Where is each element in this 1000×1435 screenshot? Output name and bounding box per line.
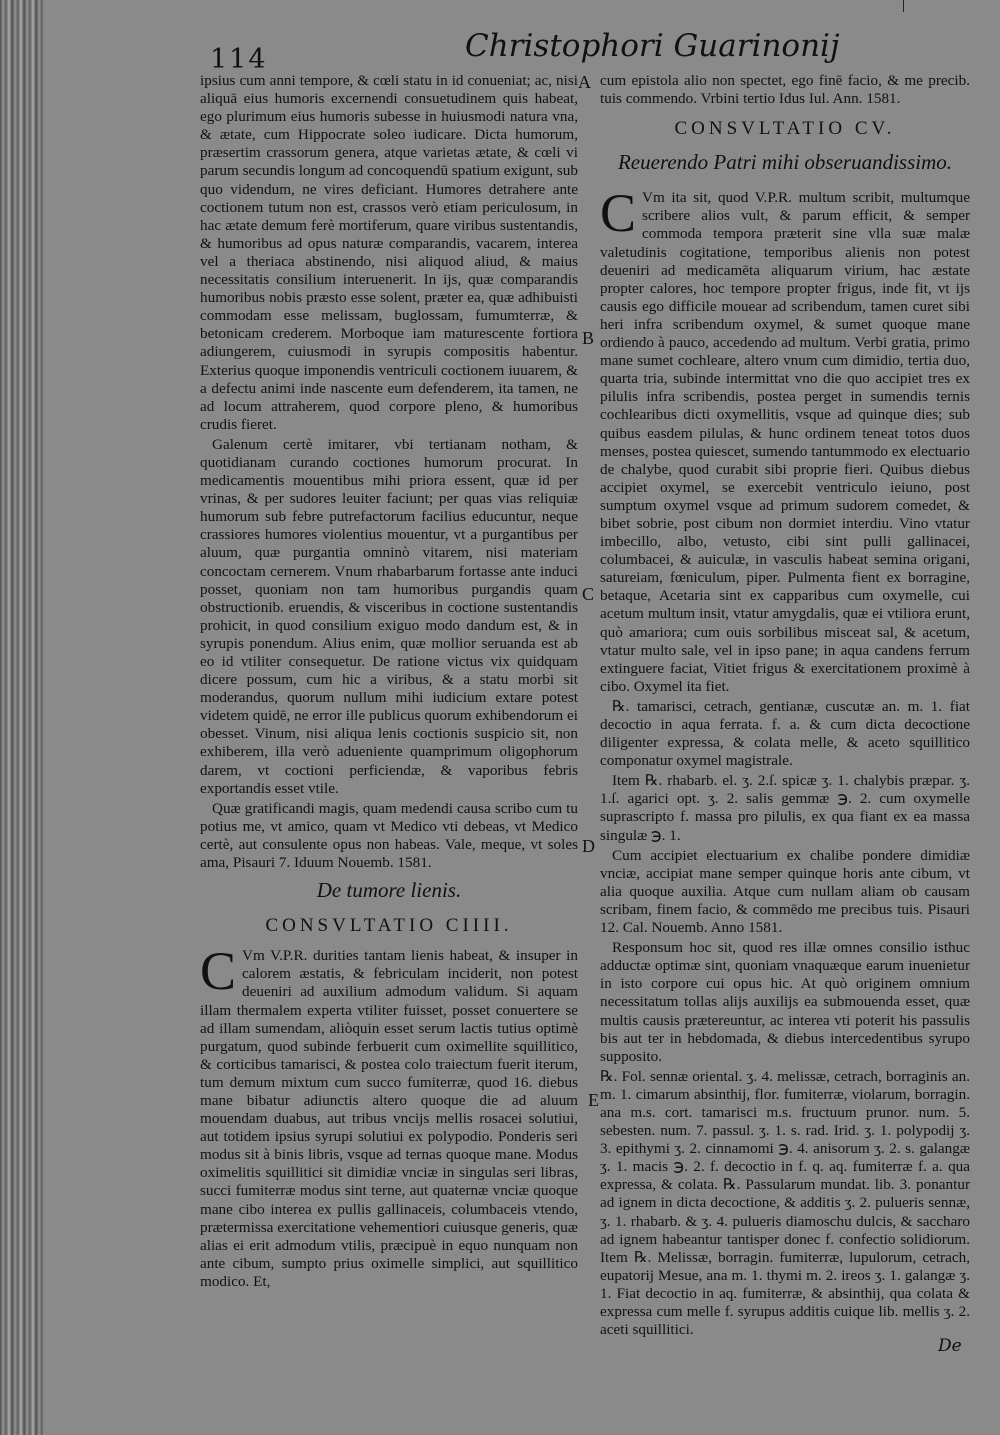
margin-letter-e: E [588, 1090, 599, 1110]
book-gutter [0, 0, 44, 1435]
right-paragraph-4: Item ℞. rhabarb. el. ʒ. 2.ſ. spicæ ʒ. 1. chalybis præpar. ʒ. 1.ſ. agarici opt. ʒ. 2. salis gemmæ ℈. 2. cum oxymelle suprascripto f. massa pro pilulis, ex qua fiant ex ea massa singulæ ℈. 1. [600, 772, 970, 844]
right-paragraph-5: Cum accipiet electuarium ex chalibe pondere dimidiæ vnciæ, accipiat mane semper quinque horis ante cibum, vt alia quoque auxilia. Atque cum nullam aliam ob causam scribam, finem facio, & commēdo me precibus tuis. Pisauri 12. Cal. Nouemb. Anno 1581. [600, 846, 970, 937]
catchword: De [938, 1336, 962, 1356]
page-number: 114 [210, 44, 268, 75]
right-paragraph-1: cum epistola alio non spectet, ego finē facio, & me precib. tuis commendo. Vrbini tertio Idus Iul. Ann. 1581. [600, 72, 970, 108]
right-paragraph-2 [600, 183, 970, 696]
drop-cap: C [600, 183, 637, 244]
drop-cap: C [200, 941, 237, 1002]
margin-letter-c: C [582, 584, 595, 604]
right-paragraph-7: ℞. Fol. sennæ oriental. ʒ. 4. melissæ, cetrach, borraginis an. m. 1. cimarum absinthij, flor. fumiterræ, violarum, borragin. ana m.s. cort. tamarisci m.s. fructuum prunor. num. 5. sebesten. num. 7. passul. ʒ. 1. s. rad. Irid. ʒ. 1. polypodij ʒ. 3. epithymi ʒ. 2. cinnamomi ℈. 4. anisorum ʒ. 2. s. galangæ ʒ. 1. macis ℈. 2. f. decoctio in f. q. aq. fumiterræ f. a. qua expressa, & colata. ℞. Passularum mundat. lib. 3. ponantur ad ignem in dicta decoctione, & additis ʒ. 2. pulueris sennæ, ʒ. 1. rhabarb. & ʒ. 4. pulueris diamoschu dulcis, & saccharo ad ignem habeantur tantisper donec f. confectio solidiorum. Item ℞. Melissæ, borragin. fumiterræ, lupulorum, cetrach, eupatorij Mesue, ana m. 1. thymi m. 2. ireos ʒ. 1. galangæ ʒ. 1. Fiat decoctio in aq. fumiterræ, & absinthij, qua colata & expressa cum melle f. syrupus additis cuique lib. mellis ʒ. 2. aceti squillitici. [600, 1067, 970, 1339]
left-column [200, 72, 578, 1293]
right-paragraph-6: Responsum hoc sit, quod res illæ omnes consilio isthuc adductæ optimæ sint, quoniam vnaquæque earum inuenietur in isto corpore cui opus hic. At quò originem omnium necessitatum tollas alijs auxilijs ea submouenda esset, quæ multis causis prætereuntur, ac interea vti poterit his passulis bis aut ter in hebdomada, & diebus intercedentibus syrupo supposito. [600, 939, 970, 1065]
running-head: Christophori Guarinonij [465, 28, 840, 64]
crop-mark [903, 0, 904, 12]
right-paragraph-2-text: Vm ita sit, quod V.P.R. multum scribit, multumque scribere alios vult, & parum efficit, & semper commoda tempora præterit sine vlla suæ malæ valetudinis cogitatione, temporibus alienis non potest deueniri ad medicamēta aliquarum virium, hac æstate propter calores, hoc tempore propter frigus, inde fit, vt ijs causis ego difficile mouear ad scribendum, tamen curet sibi heri infra scribendum oxymel, & sumet quoque mane ordiendo à pauco, accedendo ad multum. Verbi gratia, primo mane sumet cochleare, altero vnum cum dimidio, tertia duo, quarta tria, subinde intermittat vno die quo accipiet tres ex pilulis infra scribendis, postea perget in sumendis ternis cochlearibus dicti oxymellitis, vsque ad quinque dies; sub quibus easdem pilulas, & hunc ordinem teneat totos duos menses, postea quiescet, sumendo tantummodo ex electuario de chalybe, quod curabit sibi proprie fieri. Quibus diebus accipiet oxymel, se exercebit ventriculo ieiuno, post sumptum oxymel vsque ad primum sudorem comedet, & bibet sobrie, post cibum non dormiet interdiu. Vino vtatur imbecillo, albo, vetusto, cibi sint pulli gallinacei, columbacei, & auiculæ, in vasculis habeat semina origani, satureiam, fœniculum, piper. Pulmenta fient ex borragine, betaque, Acetaria sint ex capparibus cum oxymelle, cui acetum multum insit, vtatur amygdalis, quæ ei vtiliora erunt, quò amariora; cum ouis sorbilibus misceat sal, & acetum, vtatur multo sale, vel in ipso pane; in aqua candens ferrum extinguere faciat, Vitiet frigus & exercitationem proximè à cibo. Oxymel ita fiet. [600, 189, 970, 695]
consultation-heading-105: CONSVLTATIO CV. [674, 118, 896, 140]
left-paragraph-3: Quæ gratificandi magis, quam medendi causa scribo cum tu potius me, vt amico, quam vt Medico vti debeas, vt Medico certè, aut consulente opus non habeas. Vale, meque, vt soles ama, Pisauri 7. Iduum Nouemb. 1581. [200, 799, 578, 872]
left-paragraph-4 [200, 941, 578, 1291]
margin-letter-b: B [582, 328, 595, 348]
consultation-heading-104: CONSVLTATIO CIIII. [265, 915, 513, 937]
right-paragraph-3: ℞. tamarisci, cetrach, gentianæ, cuscutæ an. m. 1. fiat decoctio in aqua ferrata. f. a. & cum dicta decoctione diligenter expressa, & colata melle, & aceto squillitico componatur oxymel magistrale. [600, 697, 970, 770]
left-paragraph-2: Galenum certè imitarer, vbi tertianam notham, & quotidianam curando coctiones humorum procurat. In medicamentis mouentibus mihi priora essent, quæ id per vrinas, & per sudores leuiter faciunt; per quas vias reliquiæ humorum sub febre putrefactorum facilius educuntur, neque crassiores humores violentius mouentur, vt a purgantibus per aluum, quæ purgantia omninò vitarem, nisi materiam concoctam cernerem. Vnum rhabarbarum fortasse ante induci posset, quoniam non tam humoribus purgandis quam obstructionib. eruendis, & visceribus in coctione sustentandis prohicit, in quod consilium exiguo modo dandum est, & in syrupis ponendum. Alius enim, quæ mollior seruanda est ab eo id vtiliter consequetur. De ratione victus vix quidquam dicere possum, cum hic a viribus, & a statu morbi sit moderandus, quorum nullum mihi iudicium extare potest videtem quidē, ne error ille publicus quorum exhibendorum ei obesset. Vinum, nisi aliqua lenis coctionis suspicio sit, non exhiberem, illa verò adueniente quamprimum oligophorum darem, vt coctioni perficiendæ, & vaporibus febris exportandis esset vtile. [200, 435, 578, 797]
left-paragraph-4-text: Vm V.P.R. durities tantam lienis habeat, & insuper in calorem æstatis, & febriculam inciderit, non potest deueniri ad auxilium admodum validum. Si aquam illam thermalem experta vtiliter fuisset, posset conuertere se ad illam sumendam, aliòquin esset serum lactis tutius optimè purgatum, quod subinde ferbuerit cum oximellite squillitico, & corticibus tamarisci, & postea colo traiectum fuerit iterum, tum demum mixtum cum succo fumiterræ, quod 16. diebus mane bibatur adiunctis altero quoque die ad aluum mouendam duabus, aut tribus vncijs mellis rosacei solutiui, aut totidem ipsius syrupi solutiui ex polypodio. Ponderis seri modus sit à binis libris, vsque ad ternas quoque mane. Modus oximelitis squillitici sit dimidiæ vnciæ in singulas seri libras, succi fumiterræ modus sint terne, aut quaternæ vnciæ quoque mane cibo interea ex pullis gallinaceis, columbaceis vtendo, prætermissa exercitatione vehementiori cuiusque generis, quæ alias ei erit admodum vtilis, præcipuè in equo nunquam non ante cibum, sumpto prius oximelle simplici, aut squillitico modico. Et, [200, 947, 578, 1290]
section-title: De tumore lienis. [316, 878, 462, 903]
salutation: Reuerendo Patri mihi obseruandissimo. [617, 150, 953, 175]
margin-letter-d: D [582, 836, 595, 856]
right-column [600, 72, 970, 1341]
margin-letter-a: A [578, 72, 591, 92]
left-paragraph-1: ipsius cum anni tempore, & cœli statu in id conueniat; ac, nisi aliquā eius humoris excernendi consuetudinem quis habeat, ego plurimum eius humoris subesse in huiusmodi natura vna, & ætate, cum Hippocrate soleo iudicare. Dicta humorum, præsertim crassorum genera, atque varietas ætate, & cœli vi parum secundis longum ad concoquendū spatium exigunt, sub quo videndum, ne vires deficiant. Humores detrahere ante coctionem tutum non est, crassos verò etiam periculosum, in hac ætate demum ferè mortiferum, quare viribus sustentandis, & humoribus ad opus naturæ comparandis, vacarem, interea vel a theriaca abstinendo, nisi aliquod aliud, & maius necessitatis consilium interuenerit. In ijs, quæ comparandis humoribus nobis præsto esse solent, præter ea, quæ adhibuisti commodam esse melissam, buglossam, fumumterræ, & betonicam crederem. Morboque iam maturescente fortiora adiungerem, cuiusmodi in syrupis compositis habentur. Exterius quoque imponendis ventriculi coctionem iuuarem, & a defectu animi inde nascente eum defenderem, ita tamen, ne ad locum attraherem, quod corpore pleno, & humoribus crudis fieret. [200, 72, 578, 433]
